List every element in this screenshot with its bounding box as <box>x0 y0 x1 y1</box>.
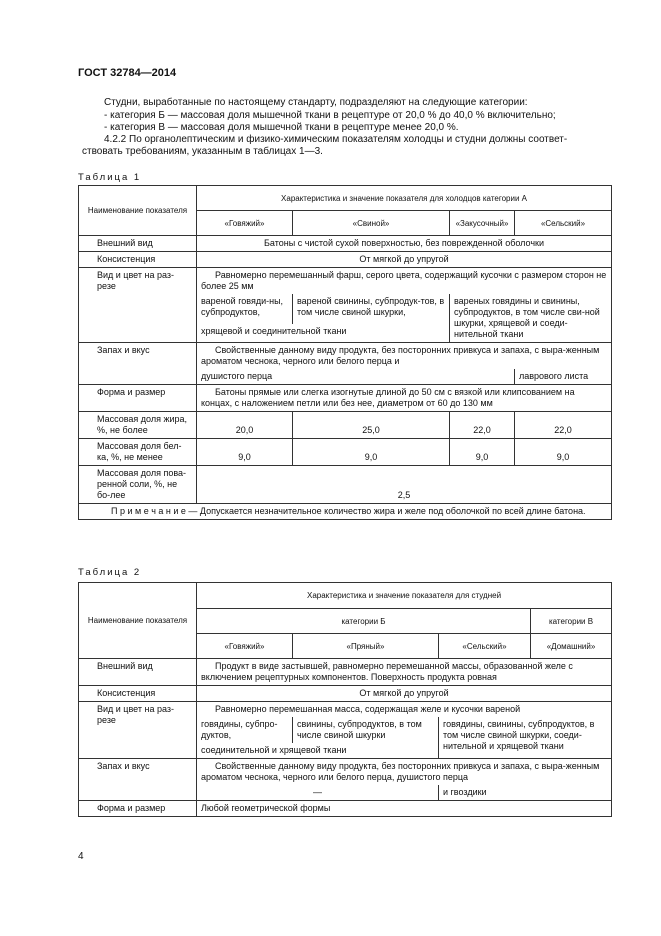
page-number: 4 <box>78 851 84 862</box>
t2-konsist-value: От мягкой до упругой <box>197 686 612 702</box>
t2-col-pryaniy: «Пряный» <box>293 634 439 659</box>
t1-sol-value: 2,5 <box>197 466 612 504</box>
t2-col-selskiy: «Сельский» <box>439 634 531 659</box>
intro-line-3: - категория В — массовая доля мышечной ткани в рецептуре менее 20,0 %. <box>104 122 459 133</box>
t1-group-header: Характеристика и значение показателя для холодцов категории А <box>197 186 612 211</box>
t1-belok-v1: 9,0 <box>197 439 293 466</box>
t1-konsist-value: От мягкой до упругой <box>197 252 612 268</box>
intro-line-4: 4.2.2 По органолептическим и физико-химическим показателям холодцы и студни должны соответ- <box>104 134 568 145</box>
t2-group-header: Характеристика и значение показателя для студней <box>197 583 612 609</box>
t1-vid-c1: вареной говяди-ны, субпродуктов, <box>197 294 293 324</box>
t2-forma-label: Форма и размер <box>79 801 197 817</box>
t1-zapakh-c4: лаврового листа <box>515 369 612 385</box>
t2-vid-c2: свинины, субпродуктов, в том числе свиной шкурки <box>293 717 439 743</box>
t1-zapakh-label: Запах и вкус <box>79 343 197 385</box>
t2-cat-v: категории В <box>531 609 612 634</box>
t2-cat-b: категории Б <box>197 609 531 634</box>
t2-vneshniy-label: Внешний вид <box>79 659 197 686</box>
t1-vid-c34: вареных говядины и свинины, субпродуктов, в том числе сви-ной шкурки, хрящевой и соеди-нительной ткани <box>450 294 612 343</box>
t1-zapakh-c123: душистого перца <box>197 369 515 385</box>
t2-vneshniy-value: Продукт в виде застывшей, равномерно перемешанной массы, образованной желе с включением рецептурных компонентов. Поверхность продукта ровная <box>197 659 612 686</box>
intro-line-1: Студни, выработанные по настоящему стандарту, подразделяют на следующие категории: <box>104 97 528 108</box>
t1-zhir-v1: 20,0 <box>197 412 293 439</box>
t1-konsist-label: Консистенция <box>79 252 197 268</box>
intro-line-5: ствовать требованиям, указанным в таблицах 1—3. <box>82 146 323 157</box>
t1-col-selskiy: «Сельский» <box>515 211 612 236</box>
t2-col-domashniy: «Домашний» <box>531 634 612 659</box>
t1-belok-v2: 9,0 <box>293 439 450 466</box>
t1-belok-label: Массовая доля бел-ка, %, не менее <box>79 439 197 466</box>
t2-konsist-label: Консистенция <box>79 686 197 702</box>
table-2 <box>78 582 612 817</box>
t1-belok-v3: 9,0 <box>450 439 515 466</box>
t2-col-name-header: Наименование показателя <box>79 583 197 659</box>
t1-vid-top: Равномерно перемешанный фарш, серого цвета, содержащий кусочки с размером сторон не более 25 мм <box>197 268 612 295</box>
document-header: ГОСТ 32784—2014 <box>78 67 177 79</box>
t2-forma-value: Любой геометрической формы <box>197 801 612 817</box>
t2-zapakh-c12: — <box>197 785 439 801</box>
table1-caption: Таблица 1 <box>78 172 142 183</box>
t1-col-name-header: Наименование показателя <box>79 186 197 236</box>
t1-col-svinoy: «Свиной» <box>293 211 450 236</box>
t1-forma-label: Форма и размер <box>79 385 197 412</box>
table2-caption: Таблица 2 <box>78 567 142 578</box>
t2-vid-c12: соединительной и хрящевой ткани <box>197 743 439 759</box>
t2-vid-c34: говядины, свинины, субпродуктов, в том числе свиной шкурки, соеди-нительной и хрящевой ткани <box>439 717 612 759</box>
t1-sol-label: Массовая доля пова-ренной соли, %, не бо-лее <box>79 466 197 504</box>
t1-zhir-v3: 22,0 <box>450 412 515 439</box>
t1-forma-value: Батоны прямые или слегка изогнутые длиной до 50 см с вязкой или клипсованием на концах, с наложением петли или без нее, диаметром от 60 до 130 мм <box>197 385 612 412</box>
table-1 <box>78 185 612 520</box>
t2-vid-c1: говядины, субпро-дуктов, <box>197 717 293 743</box>
t1-vneshniy-label: Внешний вид <box>79 236 197 252</box>
t1-note: П р и м е ч а н и е — Допускается незначительное количество жира и желе под оболочкой по всей длине батона. <box>79 504 612 520</box>
t2-zapakh-top: Свойственные данному виду продукта, без посторонних привкуса и запаха, с выра-женным ароматом чеснока, черного или белого перца, душистого перца <box>197 759 612 786</box>
t1-col-zakusochny: «Закусочный» <box>450 211 515 236</box>
t1-col-govyazhiy: «Говяжий» <box>197 211 293 236</box>
t1-vid-c12: хрящевой и соединительной ткани <box>197 324 450 342</box>
t2-vid-top: Равномерно перемешанная масса, содержащая желе и кусочки вареной <box>197 702 612 718</box>
t1-zhir-label: Массовая доля жира, %, не более <box>79 412 197 439</box>
t1-zapakh-top: Свойственные данному виду продукта, без посторонних привкуса и запаха, с выра-женным ароматом чеснока, черного или белого перца и <box>197 343 612 370</box>
t2-vid-label: Вид и цвет на раз-резе <box>79 702 197 759</box>
t2-zapakh-label: Запах и вкус <box>79 759 197 801</box>
t1-belok-v4: 9,0 <box>515 439 612 466</box>
t2-zapakh-c34: и гвоздики <box>439 785 612 801</box>
intro-line-2: - категория Б — массовая доля мышечной ткани в рецептуре от 20,0 % до 40,0 % включительно; <box>104 110 556 121</box>
t1-vneshniy-value: Батоны с чистой сухой поверхностью, без поврежденной оболочки <box>197 236 612 252</box>
t1-vid-label: Вид и цвет на раз-резе <box>79 268 197 343</box>
t1-zhir-v4: 22,0 <box>515 412 612 439</box>
t2-col-govyazhiy: «Говяжий» <box>197 634 293 659</box>
t1-zhir-v2: 25,0 <box>293 412 450 439</box>
t1-vid-c2: вареной свинины, субпродук-тов, в том числе свиной шкурки, <box>293 294 450 324</box>
